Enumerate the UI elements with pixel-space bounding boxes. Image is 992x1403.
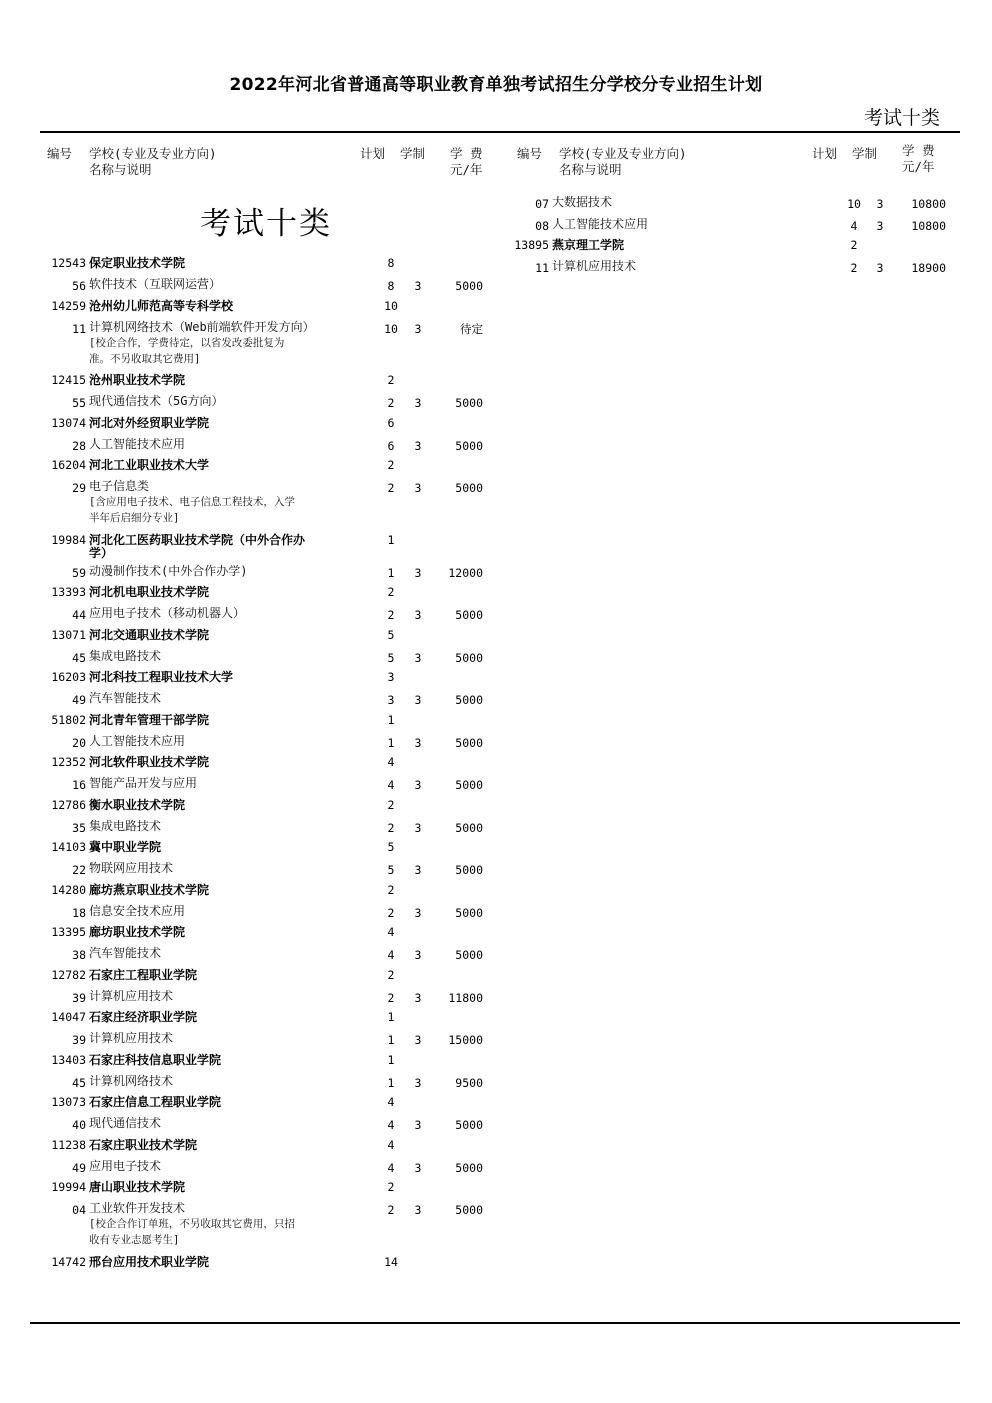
row-plan: 1	[387, 1010, 395, 1024]
row-years: 3	[414, 905, 422, 920]
header-code: 编号	[47, 146, 73, 161]
row-code: 39	[72, 990, 86, 1005]
row-plan: 2	[387, 990, 395, 1005]
row-plan: 8	[387, 279, 395, 293]
row-name: 廊坊燕京职业技术学院	[89, 882, 210, 897]
header-school-desc: 名称与说明	[89, 162, 152, 177]
row-name: 现代通信技术	[89, 1116, 162, 1130]
row-name: 河北科技工程职业技术大学	[89, 670, 234, 684]
row-plan: 4	[387, 1118, 395, 1132]
row-fee: 5000	[455, 778, 483, 792]
header-fee-unit: 元/年	[450, 162, 483, 177]
row-name: 邢台应用技术职业学院	[89, 1254, 210, 1269]
category-heading: 考试十类	[200, 206, 332, 242]
row-code: 14047	[51, 1010, 86, 1024]
header-years-right: 学制	[852, 146, 878, 161]
row-plan: 4	[387, 948, 395, 962]
row-years: 3	[414, 735, 422, 750]
row-plan: 2	[387, 373, 395, 387]
row-code: 16204	[51, 458, 86, 472]
row-name: 智能产品开发与应用	[89, 776, 198, 790]
row-name: 河北化工医药职业技术学院（中外合作办	[89, 532, 306, 547]
row-plan: 1	[387, 565, 395, 580]
row-code: 45	[72, 650, 86, 665]
row-plan: 2	[850, 261, 858, 275]
row-plan: 6	[387, 438, 395, 453]
row-name: 河北工业职业技术大学	[89, 458, 210, 472]
row-code: 19994	[51, 1180, 86, 1194]
row-plan: 2	[387, 608, 395, 622]
row-name: 河北对外经贸职业学院	[89, 415, 210, 430]
row-fee: 18900	[911, 261, 946, 275]
row-plan: 5	[387, 650, 395, 665]
row-code: 11238	[51, 1137, 86, 1152]
row-years: 3	[414, 990, 422, 1005]
row-name: 冀中职业学院	[89, 840, 162, 854]
row-plan: 1	[387, 735, 395, 750]
row-name: 沧州职业技术学院	[89, 373, 186, 387]
row-plan: 1	[387, 712, 395, 727]
row-fee: 5000	[455, 735, 483, 750]
row-plan: 4	[387, 755, 395, 769]
row-code: 13071	[51, 627, 86, 642]
row-plan: 4	[387, 1160, 395, 1175]
row-years: 3	[414, 1033, 422, 1047]
row-name: 大数据技术	[552, 195, 613, 209]
row-plan: 5	[387, 627, 395, 642]
row-plan: 2	[387, 882, 395, 897]
header-school-right: 学校(专业及专业方向)	[559, 146, 687, 161]
row-plan: 4	[387, 925, 395, 939]
bottom-rule	[30, 1322, 960, 1324]
row-name: 衡水职业技术学院	[89, 797, 186, 812]
row-code: 13074	[51, 415, 86, 430]
header-school-desc-right: 名称与说明	[559, 162, 622, 177]
row-code: 19984	[51, 532, 86, 547]
row-code: 13393	[51, 585, 86, 599]
row-code: 49	[72, 1160, 86, 1175]
top-rule	[40, 131, 960, 133]
row-fee: 5000	[455, 481, 483, 495]
row-fee: 5000	[455, 650, 483, 665]
row-code: 22	[72, 863, 86, 877]
row-fee: 5000	[455, 279, 483, 293]
row-name: 计算机网络技术（Web前端软件开发方向）	[89, 319, 315, 334]
row-fee: 5000	[455, 693, 483, 707]
row-name: 河北青年管理干部学院	[89, 712, 210, 727]
row-plan: 2	[387, 585, 395, 599]
row-name: 石家庄科技信息职业学院	[89, 1052, 222, 1067]
row-name: 沧州幼儿师范高等专科学校	[89, 298, 234, 313]
row-plan: 5	[387, 840, 395, 854]
row-name: 石家庄工程职业学院	[89, 967, 198, 982]
row-name: 河北交通职业技术学院	[89, 627, 210, 642]
row-years: 3	[414, 279, 422, 293]
row-name: 集成电路技术	[89, 818, 162, 833]
row-plan: 1	[387, 1052, 395, 1067]
row-fee: 5000	[455, 863, 483, 877]
row-plan: 2	[387, 1180, 395, 1194]
header-code-right: 编号	[517, 146, 543, 161]
row-plan: 4	[387, 1095, 395, 1109]
header-fee-unit-right: 元/年	[902, 159, 935, 174]
row-plan: 1	[387, 532, 395, 547]
row-years: 3	[414, 1160, 422, 1175]
row-years: 3	[876, 218, 884, 233]
row-code: 49	[72, 693, 86, 707]
row-name: 唐山职业技术学院	[89, 1180, 186, 1194]
row-plan: 3	[387, 693, 395, 707]
row-name: 汽车智能技术	[89, 946, 162, 960]
row-name: 廊坊职业技术学院	[89, 925, 186, 939]
header-school: 学校(专业及专业方向)	[89, 146, 217, 161]
row-name: 计算机网络技术	[89, 1073, 174, 1088]
row-code: 44	[72, 608, 86, 622]
row-note: [校企合作订单班，不另收取其它费用，只招	[89, 1218, 295, 1230]
row-name: 应用电子技术	[89, 1158, 162, 1173]
row-code: 56	[72, 279, 86, 293]
row-fee: 5000	[455, 948, 483, 962]
row-code: 13403	[51, 1052, 86, 1067]
row-note: 收有专业志愿考生]	[89, 1234, 180, 1246]
row-name: 河北机电职业技术学院	[89, 585, 210, 599]
row-code: 14280	[51, 882, 86, 897]
row-code: 12782	[51, 967, 86, 982]
row-code: 13073	[51, 1095, 86, 1109]
row-fee: 5000	[455, 905, 483, 920]
row-name: 应用电子技术（移动机器人）	[89, 606, 246, 620]
header-years: 学制	[400, 146, 426, 161]
row-name: 计算机应用技术	[89, 988, 174, 1003]
row-note: 半年后启细分专业]	[89, 512, 180, 524]
row-code: 12352	[51, 755, 86, 769]
row-note: [含应用电子技术、电子信息工程技术，入学	[89, 496, 295, 508]
row-fee: 10800	[911, 218, 946, 233]
row-years: 3	[414, 650, 422, 665]
row-code: 55	[72, 396, 86, 410]
row-plan: 1	[387, 1033, 395, 1047]
header-plan: 计划	[360, 146, 386, 161]
row-plan: 2	[387, 396, 395, 410]
row-note: 准。不另收取其它费用]	[89, 352, 201, 365]
row-plan: 10	[384, 298, 398, 313]
row-name: 人工智能技术应用	[552, 216, 649, 231]
row-plan: 2	[850, 238, 858, 252]
row-code: 20	[72, 735, 86, 750]
row-code: 14259	[51, 298, 86, 313]
header-plan-right: 计划	[812, 146, 838, 161]
row-code: 12415	[51, 373, 86, 387]
header-fee: 学 费	[450, 146, 483, 161]
row-name-continued: 学）	[89, 545, 114, 560]
row-name: 软件技术（互联网运营）	[89, 277, 222, 291]
row-code: 16203	[51, 670, 86, 684]
row-fee: 10800	[911, 197, 946, 211]
row-plan: 2	[387, 1203, 395, 1217]
row-plan: 10	[384, 321, 398, 336]
row-fee: 15000	[448, 1033, 483, 1047]
row-code: 11	[72, 321, 86, 336]
row-name: 动漫制作技术(中外合作办学)	[89, 563, 248, 578]
row-years: 3	[414, 863, 422, 877]
row-name: 汽车智能技术	[89, 691, 162, 705]
row-plan: 2	[387, 905, 395, 920]
row-years: 3	[414, 565, 422, 580]
row-code: 14103	[51, 840, 86, 854]
row-years: 3	[414, 321, 422, 336]
row-name: 物联网应用技术	[89, 861, 174, 875]
row-years: 3	[414, 693, 422, 707]
row-years: 3	[414, 778, 422, 792]
row-plan: 2	[387, 797, 395, 812]
row-name: 信息安全技术应用	[89, 903, 186, 918]
row-name: 电子信息类	[89, 479, 150, 493]
row-plan: 4	[387, 1137, 395, 1152]
row-fee: 5000	[455, 438, 483, 453]
row-fee: 5000	[455, 608, 483, 622]
row-name: 保定职业技术学院	[89, 256, 186, 270]
row-name: 计算机应用技术	[552, 259, 637, 273]
row-years: 3	[414, 1075, 422, 1090]
row-years: 3	[876, 197, 884, 211]
row-fee: 5000	[455, 1118, 483, 1132]
row-code: 28	[72, 438, 86, 453]
row-name: 计算机应用技术	[89, 1031, 174, 1045]
row-fee: 5000	[455, 396, 483, 410]
row-years: 3	[414, 438, 422, 453]
row-code: 29	[72, 481, 86, 495]
row-code: 45	[72, 1075, 86, 1090]
row-fee: 11800	[448, 990, 483, 1005]
row-plan: 2	[387, 820, 395, 835]
row-name: 燕京理工学院	[552, 238, 625, 252]
row-code: 13895	[514, 238, 549, 252]
row-plan: 2	[387, 481, 395, 495]
row-code: 35	[72, 820, 86, 835]
row-name: 人工智能技术应用	[89, 436, 186, 451]
row-plan: 4	[387, 778, 395, 792]
row-name: 石家庄信息工程职业学院	[89, 1095, 222, 1109]
row-plan: 10	[847, 197, 861, 211]
row-name: 河北软件职业技术学院	[89, 755, 210, 769]
row-name: 工业软件开发技术	[89, 1201, 186, 1215]
row-fee: 12000	[448, 565, 483, 580]
row-code: 07	[535, 197, 549, 211]
row-code: 11	[535, 261, 549, 275]
row-plan: 4	[850, 218, 858, 233]
row-code: 18	[72, 905, 86, 920]
row-name: 人工智能技术应用	[89, 733, 186, 748]
row-code: 40	[72, 1118, 86, 1132]
row-plan: 6	[387, 415, 395, 430]
row-name: 集成电路技术	[89, 648, 162, 663]
row-code: 13395	[51, 925, 86, 939]
row-code: 38	[72, 948, 86, 962]
row-years: 3	[414, 481, 422, 495]
category-label: 考试十类	[863, 107, 940, 129]
page-title: 2022年河北省普通高等职业教育单独考试招生分学校分专业招生计划	[229, 75, 763, 95]
row-plan: 8	[387, 256, 395, 270]
row-code: 14742	[51, 1254, 86, 1269]
row-name: 石家庄职业技术学院	[89, 1137, 198, 1152]
row-note: [校企合作，学费待定，以省发改委批复为	[89, 336, 285, 349]
row-code: 16	[72, 778, 86, 792]
row-code: 12786	[51, 797, 86, 812]
row-years: 3	[414, 820, 422, 835]
row-plan: 2	[387, 967, 395, 982]
row-years: 3	[876, 261, 884, 275]
row-plan: 1	[387, 1075, 395, 1090]
row-plan: 3	[387, 670, 395, 684]
row-years: 3	[414, 396, 422, 410]
row-plan: 5	[387, 863, 395, 877]
row-fee: 5000	[455, 820, 483, 835]
row-fee: 待定	[460, 321, 483, 336]
row-name: 现代通信技术（5G方向）	[89, 394, 224, 408]
row-code: 51802	[51, 712, 86, 727]
row-code: 08	[535, 218, 549, 233]
row-code: 04	[72, 1203, 86, 1217]
row-years: 3	[414, 608, 422, 622]
row-plan: 14	[384, 1254, 398, 1269]
row-plan: 2	[387, 458, 395, 472]
row-code: 59	[72, 565, 86, 580]
row-fee: 9500	[455, 1075, 483, 1090]
row-years: 3	[414, 1118, 422, 1132]
row-code: 12543	[51, 256, 86, 270]
row-fee: 5000	[455, 1203, 483, 1217]
row-fee: 5000	[455, 1160, 483, 1175]
row-years: 3	[414, 948, 422, 962]
row-name: 石家庄经济职业学院	[89, 1010, 198, 1024]
row-code: 39	[72, 1033, 86, 1047]
row-years: 3	[414, 1203, 422, 1217]
header-fee-right: 学 费	[902, 143, 935, 158]
